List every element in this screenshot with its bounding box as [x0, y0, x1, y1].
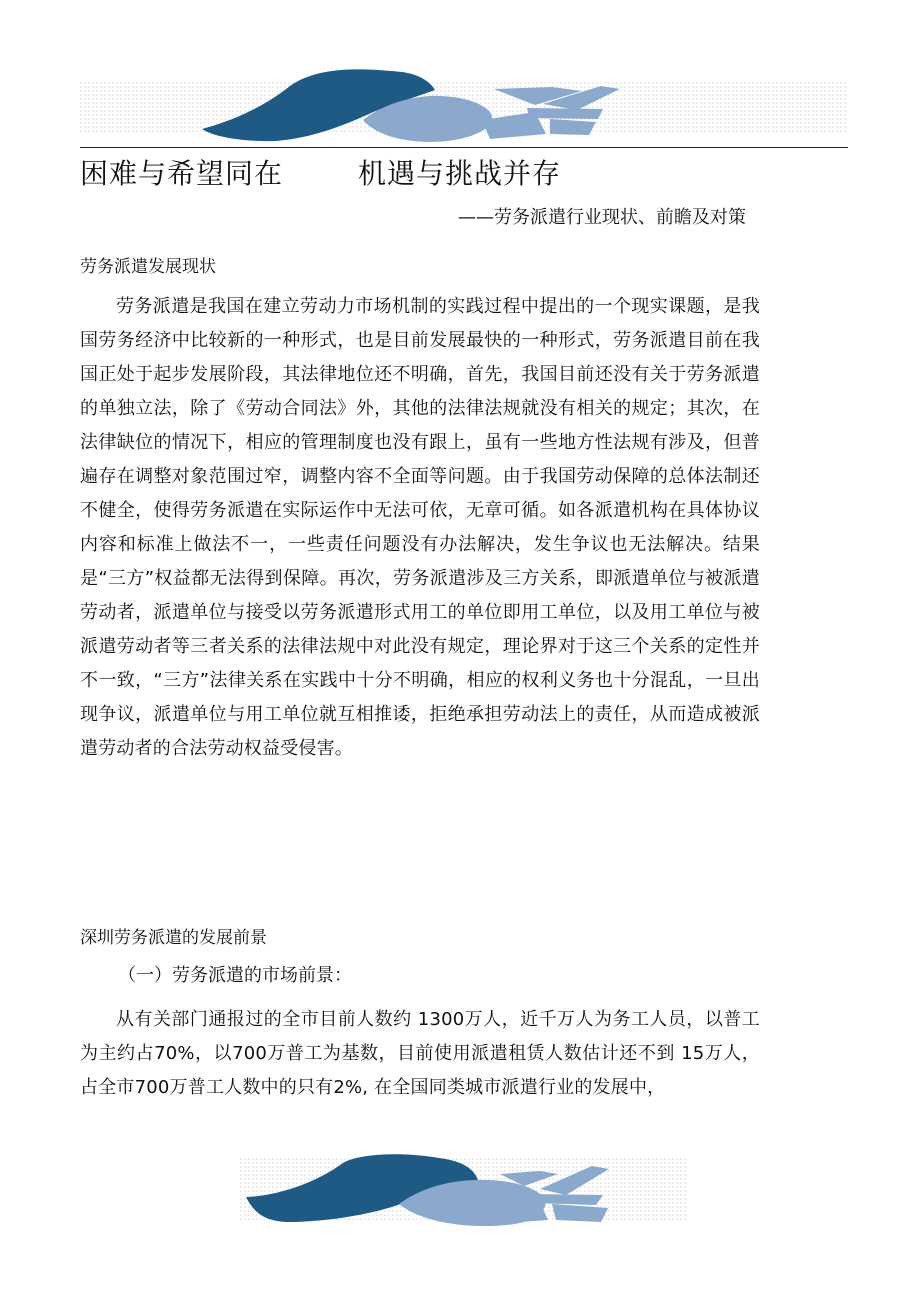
subtitle: ——劳务派遣行业现状、前瞻及对策: [458, 207, 746, 228]
paragraph-status: 劳务派遣是我国在建立劳动力市场机制的实践过程中提出的一个现实课题，是我国劳务经济中比较新的一种形式，也是目前发展最快的一种形式，劳务派遣目前在我国正处于起步发展阶段，其法律地位还不明确，首先，我国目前还没有关于劳务派遣的单独立法，除了《劳动合同法》外，其他的法律法规就没有相关的规定；其次，在法律缺位的情况下，相应的管理制度也没有跟上，虽有一些地方性法规有涉及，但普遍存在调整对象范围过窄，调整内容不全面等问题。由于我国劳动保障的总体法制还不健全，使得劳务派遣在实际运作中无法可依，无章可循。如各派遣机构在具体协议内容和标准上做法不一，一些责任问题没有办法解决，发生争议也无法解决。结果是“三方”权益都无法得到保障。再次，劳务派遣涉及三方关系，即派遣单位与被派遣劳动者，派遣单位与接受以劳务派遣形式用工的单位即用工单位，以及用工单位与被派遣劳动者等三者关系的法律法规中对此没有规定，理论界对于这三个关系的定性并不一致，“三方”法律关系在实践中十分不明确，相应的权利义务也十分混乱，一旦出现争议，派遣单位与用工单位就互相推诿，拒绝承担劳动法上的责任，从而造成被派遣劳动者的合法劳动权益受侵害。: [80, 296, 760, 759]
section-heading-status: 劳务派遣发展现状: [80, 257, 216, 277]
paragraph-market: 从有关部门通报过的全市目前人数约 1300万人，近千万人为务工人员，以普工为主约占70%，以700万普工为基数，目前使用派遣租赁人数估计还不到 15万人，占全市700万普工人数中的只有2%, 在全国同类城市派遣行业的发展中，: [80, 1009, 760, 1098]
section-heading-prospects: 深圳劳务派遣的发展前景: [80, 928, 267, 948]
title-left: 困难与希望同在: [80, 157, 284, 190]
footer-logo-graphic: [240, 1146, 686, 1228]
title-right: 机遇与挑战并存: [358, 157, 562, 190]
header-logo-graphic: [80, 62, 848, 144]
header-divider: [80, 147, 848, 148]
subsection-heading-market: （一）劳务派遣的市场前景：: [118, 965, 352, 986]
